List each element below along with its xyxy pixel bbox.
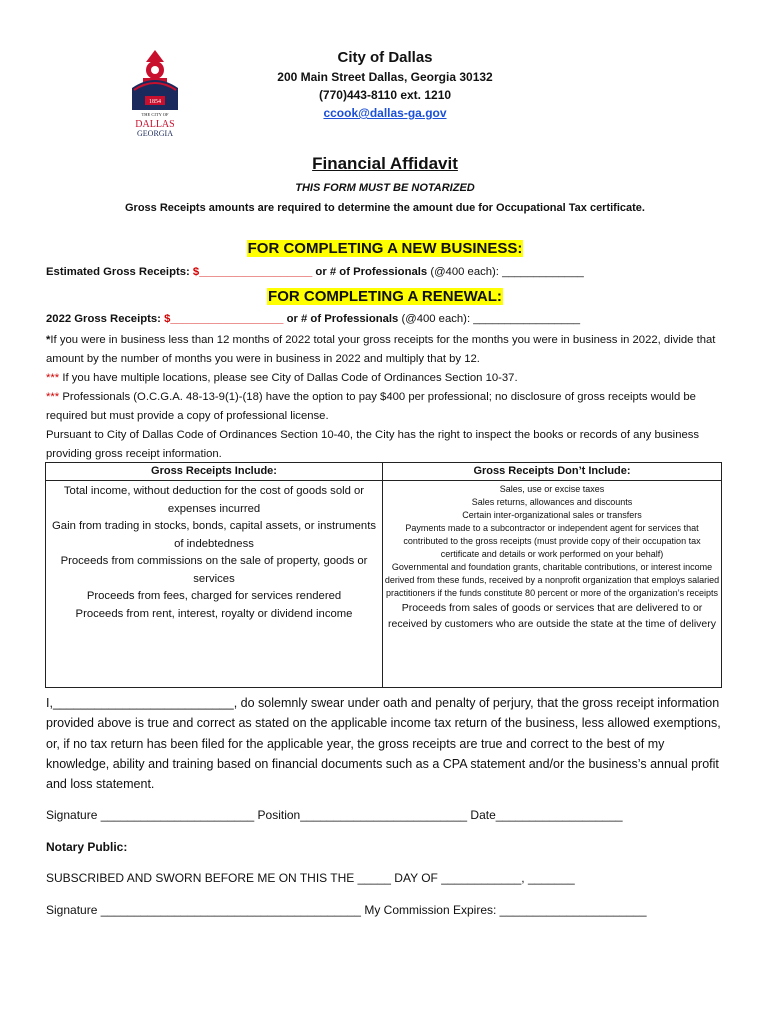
note-professionals: *** Professionals (O.C.G.A. 48-13-9(1)-(18) have the option to pay $400 per professional; no disclosure of gross receipts would be required but must provide a copy of professional license. <box>46 391 696 422</box>
exclude-item: Governmental and foundation grants, charitable contributions, or interest income derived from these funds, received by a nonprofit organization that employs salaried practitioners if the funds constitute 80 percent or more of the organization’s receipts <box>384 562 720 598</box>
note-inspection: Pursuant to City of Dallas Code of Ordinances Section 10-40, the City has the right to inspect the books or records of any business providing gross receipt information. <box>46 429 700 460</box>
excludes-column <box>383 463 721 687</box>
notary-label: Notary Public: <box>46 840 128 854</box>
letterhead <box>0 48 770 122</box>
new-business-heading-text: FOR COMPLETING A NEW BUSINESS: <box>247 240 523 257</box>
logo-top-text: THE CITY OF <box>141 112 169 117</box>
professionals-label: or # of Professionals <box>312 266 428 278</box>
includes-header: Gross Receipts Include: <box>46 463 382 481</box>
include-item: Proceeds from commissions on the sale of property, goods or services <box>60 555 368 585</box>
email-link[interactable]: ccook@dallas-ga.gov <box>323 106 447 120</box>
instructions <box>46 331 726 464</box>
logo-year: 1854 <box>149 99 161 105</box>
renewal-professionals-field[interactable]: (@400 each): _________________ <box>398 313 581 325</box>
address: 200 Main Street Dallas, Georgia 30132 <box>277 70 493 84</box>
renewal-receipts-field[interactable]: $__________________ <box>164 313 284 325</box>
logo-word2: GEORGIA <box>137 129 173 138</box>
renewal-heading-text: FOR COMPLETING A RENEWAL: <box>268 288 502 305</box>
estimated-receipts-field[interactable]: $__________________ <box>192 266 313 278</box>
renewal-receipts-line <box>46 313 580 325</box>
include-item: Gain from trading in stocks, bonds, capital assets, or instruments of indebtedness <box>52 520 376 550</box>
oath-statement: I,__________________________, do solemnly swear under oath and penalty of perjury, that the gross receipt information provided above is true and correct as stated on the applicable income tax return of the business, less allowed exemptions, or, if no tax return has been filed for the applicable year, the gross receipts are true and correct to the best of my knowledge, ability and training based on financial documents such as a CPA statement and/or the business’s annual profit and loss statement. <box>46 696 721 792</box>
include-item: Total income, without deduction for the cost of goods sold or expenses incurred <box>63 485 365 515</box>
exclude-item: Proceeds from sales of goods or services that are delivered to or received by customers who are outside the state at the time of delivery <box>388 602 716 630</box>
note-locations: *** If you have multiple locations, please see City of Dallas Code of Ordinances Section 10-37. <box>46 372 518 384</box>
include-item: Proceeds from fees, charged for services rendered <box>86 590 342 602</box>
signature-position-date-line[interactable]: Signature _______________________ Position_________________________ Date___________________ <box>46 808 623 822</box>
sworn-line[interactable]: SUBSCRIBED AND SWORN BEFORE ME ON THIS THE _____ DAY OF ____________, _______ <box>46 871 575 885</box>
estimated-receipts-label: Estimated Gross Receipts: <box>46 266 193 278</box>
renewal-receipts-label: 2022 Gross Receipts: <box>46 313 165 325</box>
gross-receipts-table <box>45 462 722 688</box>
city-name: City of Dallas <box>337 49 433 66</box>
exclude-item: Sales returns, allowances and discounts <box>471 497 633 507</box>
note-months: *If you were in business less than 12 months of 2022 total your gross receipts for the months you were in business in 2022, divide that amount by the number of months you were in business in 2022 and multiply that by 12. <box>46 334 716 365</box>
professionals-field[interactable]: (@400 each): _____________ <box>427 266 584 278</box>
logo-word1: DALLAS <box>135 119 175 130</box>
notarize-notice: THIS FORM MUST BE NOTARIZED <box>295 182 475 194</box>
phone: (770)443-8110 ext. 1210 <box>318 88 452 102</box>
exclude-item: Certain inter-organizational sales or transfers <box>462 510 642 520</box>
exclude-item: Sales, use or excise taxes <box>499 484 605 494</box>
form-title: Financial Affidavit <box>312 154 458 173</box>
include-item: Proceeds from rent, interest, royalty or dividend income <box>75 607 353 620</box>
new-business-heading <box>0 240 770 258</box>
new-business-receipts-line <box>46 266 584 278</box>
renewal-professionals-label: or # of Professionals <box>283 313 399 325</box>
renewal-heading <box>0 288 770 306</box>
includes-column <box>46 463 383 687</box>
notary-signature-line[interactable]: Signature _______________________________________ My Commission Expires: ______________________ <box>46 903 647 917</box>
gross-receipts-requirement: Gross Receipts amounts are required to determine the amount due for Occupational Tax certificate. <box>125 202 645 214</box>
excludes-header: Gross Receipts Don’t Include: <box>383 463 721 481</box>
exclude-item: Payments made to a subcontractor or independent agent for services that contributed to the gross receipts (must provide copy of their occupation tax certificate and details or work performed on your behalf) <box>403 523 701 559</box>
